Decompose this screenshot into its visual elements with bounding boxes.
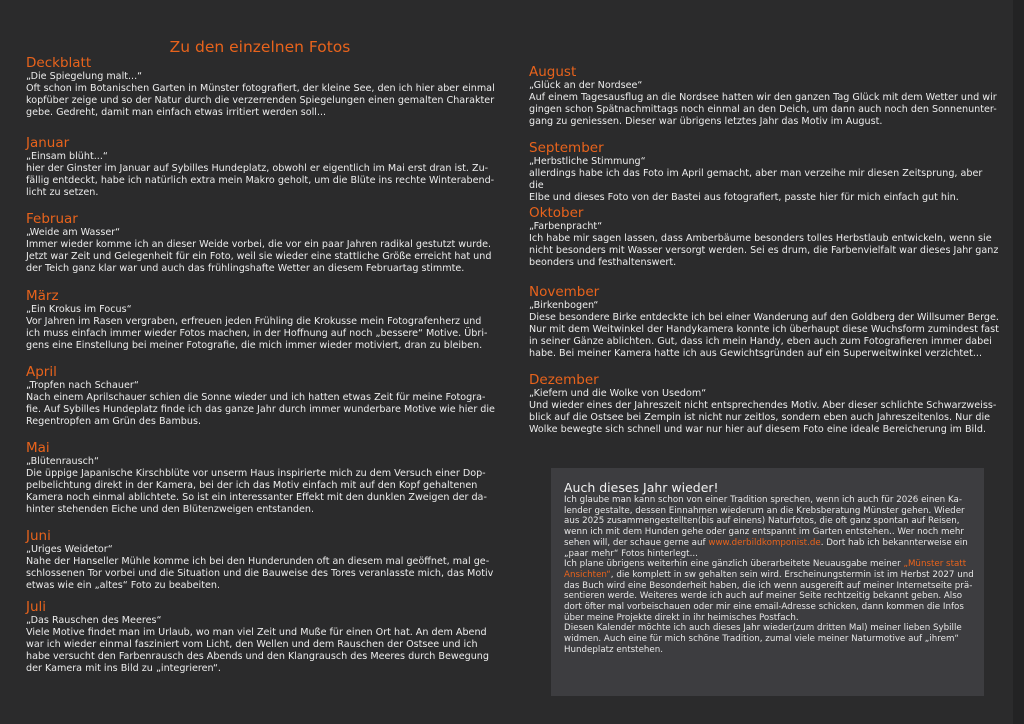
- photo-title: „Einsam blüht...“: [26, 151, 108, 162]
- section-heading: April: [26, 364, 57, 380]
- photo-description: Diese besondere Birke entdeckte ich bei einer Wanderung auf den Goldberg der Willsumer Berge. Nur mit dem Weitwinkel der Handykamera konnte ich überhaupt diese Wuchsform zumindest fast in seiner Gänze ablichten. Gut, dass ich mein Handy, eben auch zum Fotografieren immer dabei habe. Bei meiner Kamera hatte ich aus Gewichtsgründen auf ein Superweitwinkel verzichtet...: [529, 312, 999, 359]
- section-heading: November: [529, 284, 600, 300]
- section-heading: September: [529, 140, 604, 156]
- section-april: [26, 365, 496, 428]
- photo-title: „Glück an der Nordsee“: [529, 80, 643, 91]
- photo-title: „Tropfen nach Schauer“: [26, 380, 139, 391]
- photo-title: „Kiefern und die Wolke von Usedom“: [529, 388, 707, 399]
- section-juni: [26, 529, 496, 592]
- section-heading: August: [529, 64, 577, 80]
- info-box-text: [564, 495, 979, 656]
- section-november: [529, 285, 999, 360]
- photo-title: „Weide am Wasser“: [26, 227, 121, 238]
- section-heading: Juli: [26, 599, 47, 615]
- info-text-3: , die komplett in sw gehalten sein wird. Erscheinungstermin ist im Herbst 2027 und das Buch wird eine Besonderheit haben, die ich wenn ausgereift auf meiner Internetseite prä- sentieren werde. Weiteres werde ich auch auf meiner Seite rechtzeitig bekannt geben. Also dort öfter mal vorbeischauen oder mir eine email-Adresse schicken, dann kommen die Infos über meine Projekte direkt in ihr heimisches Postfach. Diesen Kalender möchte ich auch dieses Jahr wieder(zum dritten Mal) meiner lieben Sybille widmen. Auch eine für mich schöne Tradition, zumal viele meiner Naturmotive auf „ihrem“ Hundeplatz entstehen.: [564, 569, 974, 655]
- photo-description: Ich habe mir sagen lassen, dass Amberbäume besonders tolles Herbstlaub entwickeln, wenn sie nicht besonders mit Wasser versorgt werden. Sei es drum, die Farbenvielfalt war dieses Jahr ganz beonders und festhaltenswert.: [529, 233, 999, 268]
- photo-title: „Birkenbogen“: [529, 300, 599, 311]
- photo-description: Nahe der Hanseller Mühle komme ich bei den Hunderunden oft an diesem mal geöffnet, mal ge- schlossenen Tor vorbei und die Situation und die Bauweise des Tores veranlasste mich, das Motiv etwas wie ein „altes“ Foto zu beabeiten.: [26, 556, 494, 591]
- section-märz: [26, 289, 496, 352]
- section-september: [529, 141, 999, 204]
- section-mai: [26, 441, 496, 516]
- photo-description: Die üppige Japanische Kirschblüte vor unserm Haus inspirierte mich zu dem Versuch einer Dop- pelbelichtung direkt in der Kamera, bei der ich das Motiv einfach mit auf den Kopf gehaltenen Kamera noch einmal ablichtete. So ist ein interessanter Effekt mit den dunklen Zweigen der da- hinter stehenden Eiche und den Blütenzweigen entstanden.: [26, 468, 487, 515]
- section-dezember: [529, 373, 999, 436]
- photo-title: „Blütenrausch“: [26, 456, 99, 467]
- photo-description: Oft schon im Botanischen Garten in Münster fotografiert, der kleine See, den ich hier aber einmal kopfüber zeige und so der Natur durch die verzerrenden Spiegelungen einen gemalten Charakter gebe. Gedreht, damit man einfach etwas irritiert werden soll...: [26, 83, 495, 118]
- section-heading: Mai: [26, 440, 50, 456]
- photo-description: Vor Jahren im Rasen vergraben, erfreuen jeden Frühling die Krokusse mein Fotografenherz und ich muss einfach immer wieder Fotos machen, in der Hoffnung auf noch „bessere“ Motive. Übri- gens eine Einstellung bei meiner Fotografie, die mich immer wieder motiviert, dran zu bleiben.: [26, 316, 488, 351]
- section-januar: [26, 136, 496, 199]
- section-heading: Januar: [26, 135, 70, 151]
- section-heading: Dezember: [529, 372, 599, 388]
- photo-title: „Ein Krokus im Focus“: [26, 304, 132, 315]
- info-box-title: Auch dieses Jahr wieder!: [564, 480, 719, 495]
- section-heading: Juni: [26, 528, 51, 544]
- photo-title: „Die Spiegelung malt...“: [26, 71, 143, 82]
- photo-description: Nach einem Aprilschauer schien die Sonne wieder und ich hatten etwas Zeit für meine Fotogra- fie. Auf Sybilles Hundeplatz finde ich das ganze Jahr durch immer wunderbare Motive wie hier die Regentropfen am Grün des Bambus.: [26, 392, 495, 427]
- photo-description: Auf einem Tagesausflug an die Nordsee hatten wir den ganzen Tag Glück mit dem Wetter und wir gingen schon Spätnachmittags noch einmal an den Deich, um dann auch noch den Sonnenunter- gang zu geniessen. Dieser war übrigens letztes Jahr das Motiv im August.: [529, 92, 997, 127]
- photo-description: hier der Ginster im Januar auf Sybilles Hundeplatz, obwohl er eigentlich im Mai erst dran ist. Zu- fällig entdeckt, habe ich natürlich extra mein Makro geholt, um die Blüte ins rechte Winterabend- licht zu setzen.: [26, 163, 495, 198]
- section-heading: März: [26, 288, 59, 304]
- page-title: Zu den einzelnen Fotos: [169, 38, 351, 56]
- section-februar: [26, 212, 496, 275]
- section-heading: Deckblatt: [26, 55, 92, 71]
- section-oktober: [529, 206, 999, 269]
- section-deckblatt: [26, 56, 496, 119]
- info-text-1: Ich glaube man kann schon von einer Tradition sprechen, wenn ich auch für 2026 einen Ka- lender gestalte, dessen Einnahmen wiederum an die Krebsberatung Münster gehen. Wieder aus 2025 zusammengestellten(bis auf einens) Naturfotos, die oft ganz spontan auf Reisen, wenn ich mit dem Hunden gehe oder ganz entspannt im Garten entstehen.. Wer noch mehr sehen will, der schaue gerne auf: [564, 495, 965, 548]
- section-august: [529, 65, 999, 128]
- photo-title: „Das Rauschen des Meeres“: [26, 615, 162, 626]
- photo-title: „Farbenpracht“: [529, 221, 603, 232]
- photo-description: Viele Motive findet man im Urlaub, wo man viel Zeit und Muße für einen Ort hat. An dem Abend war ich wieder einmal fasziniert vom Licht, den Wellen und dem Rauschen der Ostsee und ich habe versucht den Farbenrausch des Abends und den Klangrausch des Meeres durch Bewegung der Kamera mit ins Bild zu „integrieren“.: [26, 627, 489, 674]
- photo-title: „Uriges Weidetor“: [26, 544, 113, 555]
- section-juli: [26, 600, 496, 675]
- info-text-2: . Dort hab ich bekannterweise ein „paar mehr“ Fotos hinterlegt... Ich plane übrigens weiterhin eine gänzlich überarbeitete Neuausgabe meiner: [564, 537, 968, 570]
- website-link[interactable]: www.derbildkomponist.de: [708, 537, 821, 548]
- section-heading: Februar: [26, 211, 78, 227]
- page-edge: [1013, 0, 1024, 724]
- section-heading: Oktober: [529, 205, 584, 221]
- info-box: [551, 468, 984, 696]
- photo-description: Immer wieder komme ich an dieser Weide vorbei, die vor ein paar Jahren radikal gestutzt wurde. Jetzt war Zeit und Gelegenheit für ein Foto, weil sie wieder eine stattliche Größe erreicht hat und der Teich ganz klar war und auch das frühlingshafte Wetter an diesem Februartag stimmte.: [26, 239, 492, 274]
- photo-description: allerdings habe ich das Foto im April gemacht, aber man verzeihe mir diesen Zeitsprung, aber die Elbe und dieses Foto von der Bastei aus fotografiert, passte hier für mich einfach gut hin.: [529, 168, 983, 203]
- photo-title: „Herbstliche Stimmung“: [529, 156, 646, 167]
- photo-description: Und wieder eines der Jahreszeit nicht entsprechendes Motiv. Aber dieser schlichte Schwarzweiss- blick auf die Ostsee bei Zempin ist nicht nur zeitlos, sondern eben auch Jahreszeitenlos. Nur die Wolke bewegte sich schnell und war nur hier auf diesem Foto eine ideale Bereicherung im Bild.: [529, 400, 997, 435]
- book-link[interactable]: „Münster statt Ansichten“: [564, 559, 967, 580]
